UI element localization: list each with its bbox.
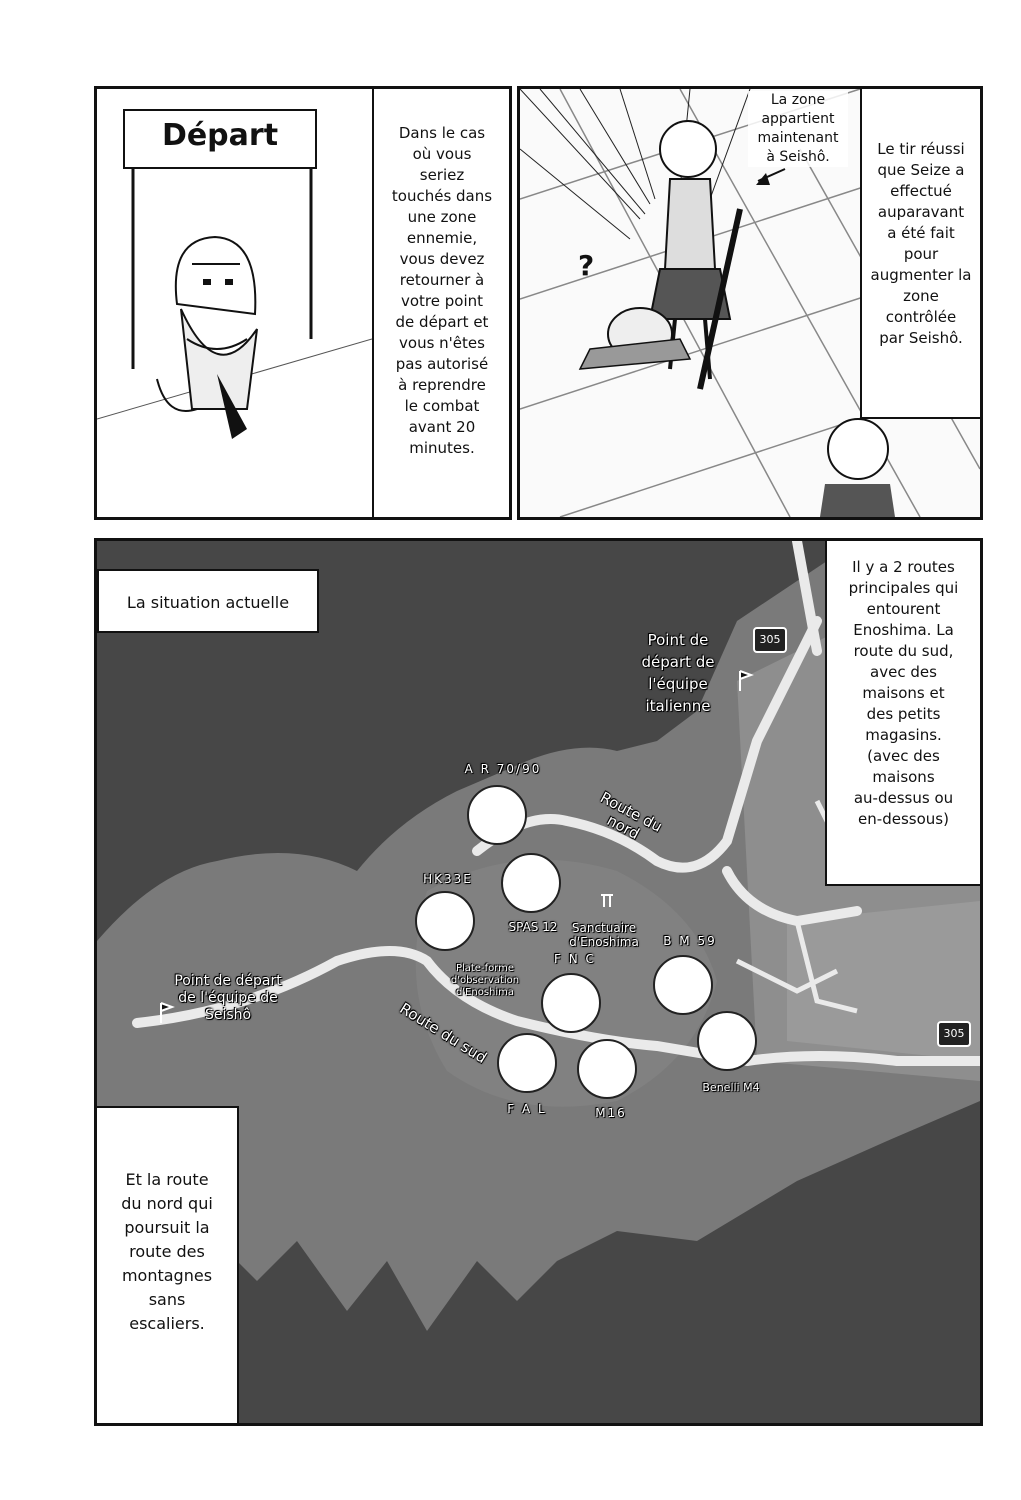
fal-avatar: [497, 1033, 557, 1093]
current-situation-title: La situation actuelle: [97, 569, 319, 633]
ar7090-label: A R 70/90: [464, 762, 542, 776]
hk33e-avatar: [415, 891, 475, 951]
spas12-avatar: [501, 853, 561, 913]
benelli-m4-avatar: [697, 1011, 757, 1071]
start-sign: Départ: [123, 109, 317, 169]
m16-avatar: [577, 1039, 637, 1099]
zone-capture-caption: Le tir réussi que Seize a effectué auparavant a été fait pour augmenter la zone contrôlée par Seishô.: [860, 89, 980, 419]
speech-bubble: La zone appartient maintenant à Seishô.: [748, 91, 848, 167]
panel-divider: [372, 89, 374, 517]
south-road-label: Route du sud: [396, 999, 490, 1067]
bm59-label: B M 59: [663, 934, 717, 948]
spas12-label: SPAS 12: [508, 920, 558, 934]
fnc-label: F N C: [554, 952, 596, 966]
fal-label: F A L: [507, 1102, 547, 1116]
observation-platform-label: Plate-forme d'observation d'Enoshima: [450, 963, 520, 998]
route-305-top-marker: 305: [753, 627, 787, 653]
respawn-rule-caption: Dans le cas où vous seriez touchés dans une zone ennemie, vous devez retourner à votre point de départ et vous n'êtes pas autorisé à reprendre le combat avant 20 minutes.: [377, 123, 507, 459]
hk33e-label: HK33E: [423, 872, 473, 886]
m16-label: M16: [595, 1106, 627, 1120]
panel-zone-capture: [517, 86, 983, 520]
bm59-avatar: [653, 955, 713, 1015]
italian-start-label: Point de départ de l'équipe italienne: [641, 631, 715, 715]
benelli-m4-label: Benelli M4: [702, 1081, 760, 1094]
north-road-label: Route du nord: [597, 788, 666, 844]
panel-map: [94, 538, 983, 1426]
route-305-bottom-marker: 305: [937, 1021, 971, 1047]
north-road-caption: Et la route du nord qui poursuit la route des montagnes sans escaliers.: [97, 1106, 239, 1423]
ar7090-avatar: [467, 785, 527, 845]
routes-caption: Il y a 2 routes principales qui entourent Enoshima. La route du sud, avec des maisons et des petits magasins. (avec des maisons au-dessus ou en-dessous): [825, 541, 980, 886]
question-sfx: ?: [578, 249, 595, 282]
shrine-label: Sanctuaire d'Enoshima: [569, 921, 639, 949]
panel-start: [94, 86, 512, 520]
seisho-start-label: Point de départ de l'équipe de Seishô: [174, 973, 282, 1023]
fnc-avatar: [541, 973, 601, 1033]
